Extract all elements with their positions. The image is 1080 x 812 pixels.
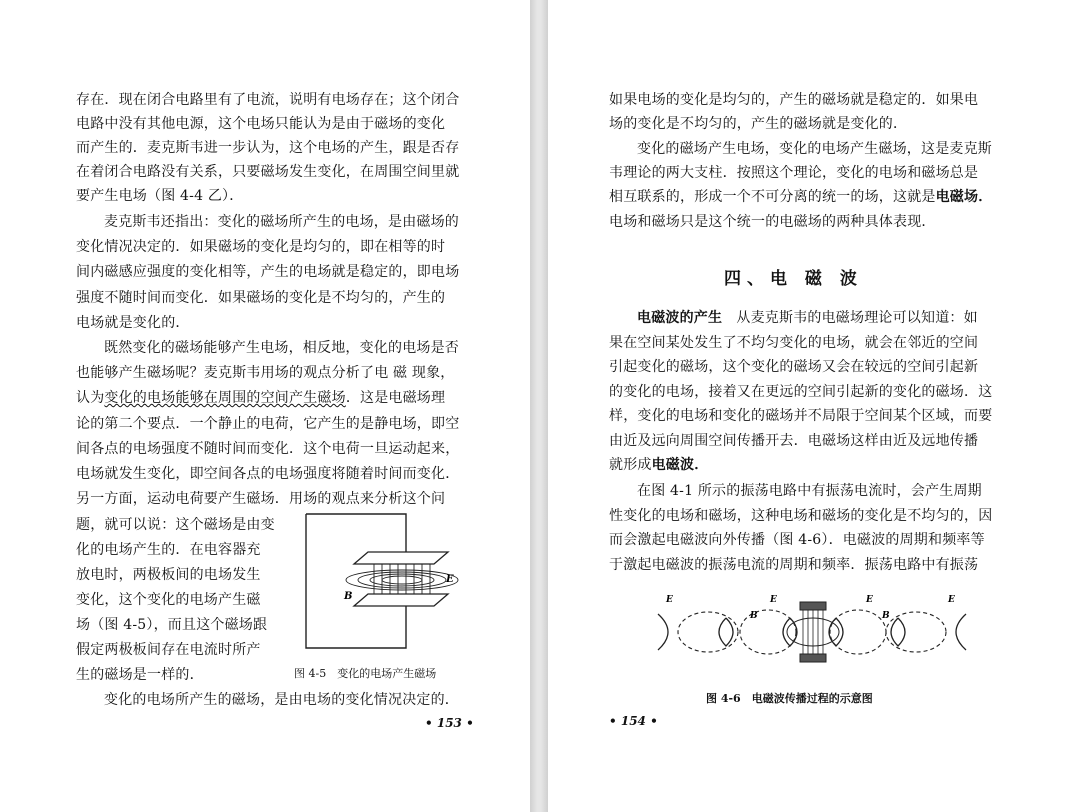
text-line: 场的变化是不均匀的，产生的磁场就是变化的． [609,116,908,132]
figure-caption: 图 4-5 变化的电场产生磁场 [294,667,437,680]
text-fragment: 从麦克斯韦的电磁场理论可以知道：如 [736,310,978,326]
text-line: 果在空间某处发生了不均匀变化的电场，就会在邻近的空间 [609,335,979,351]
label-E: E [866,595,873,605]
page-number: • 154 • [609,714,658,728]
text-line: 样，变化的电场和变化的磁场并不局限于空间某个区域，而要 [609,408,993,424]
bold-term: 电磁波的产生 [637,310,723,326]
text-line: 变化的磁场产生电场，变化的电场产生磁场，这是麦克斯 [637,141,992,157]
bold-term: 电磁波． [651,457,709,473]
label-B: B [750,611,758,621]
label-E: E [948,595,955,605]
text-line: 由近及远向周围空间传播开去．电磁场这样由近及远地传播 [609,433,979,449]
text-line: 麦克斯韦还指出：变化的磁场所产生的电场，是由磁场的 [104,214,459,230]
text-line [609,185,992,209]
text-line [76,386,445,410]
text-line: 韦理论的两大支柱．按照这个理论，变化的电场和磁场总是 [609,165,979,181]
text-fragment: ．这是电磁场理 [345,390,446,406]
text-line: 电场和磁场只是这个统一的电磁场的两种具体表现． [609,214,936,230]
text-line: 场（图 4-5），而且这个磁场跟 [76,617,268,633]
text-line: 另一方面，运动电荷要产生磁场．用场的观点来分析这个问 [76,491,446,507]
text-fragment: 认为 [76,390,105,406]
text-line: 强度不随时间而变化．如果磁场的变化是不均匀的，产生的 [76,290,446,306]
text-line: 如果电场的变化是均匀的，产生的磁场就是稳定的．如果电 [609,92,979,108]
text-line: 而会激起电磁波向外传播（图 4-6）．电磁波的周期和频率等 [609,532,985,548]
text-line: 于激起电磁波的振荡电流的周期和频率．振荡电路中有振荡 [609,557,979,573]
figure-caption: 图 4-6 电磁波传播过程的示意图 [706,692,873,705]
text-line: 电路中没有其他电源，这个电场只能认为是由于磁场的变化 [76,116,446,132]
circuit-wire [306,514,406,648]
page-number: • 153 • [425,716,474,730]
oscillator-source [787,602,839,662]
text-line: 论的第二个要点．一个静止的电荷，它产生的是静电场，即空 [76,416,460,432]
text-line [637,306,978,330]
text-line: 变化情况决定的．如果磁场的变化是均匀的，即在相等的时 [76,239,446,255]
label-E: E [446,574,454,585]
text-line: 放电时，两极板间的电场发生 [76,567,261,583]
bold-term: 电磁场． [935,189,993,205]
text-line: 存在．现在闭合电路里有了电流，说明有电场存在；这个闭合 [76,92,460,108]
text-line: 的变化的电场，接着又在更远的空间引起新的变化的磁场．这 [609,384,993,400]
text-line: 要产生电场（图 4-4 乙）． [76,188,244,204]
label-B: B [344,591,353,602]
text-line: 间各点的电场强度不随时间而变化．这个电荷一旦运动起来， [76,441,460,457]
magnetic-field-loops [658,614,966,650]
text-line: 电场就发生变化，即空间各点的电场强度将随着时间而变化． [76,466,460,482]
text-line [609,453,708,477]
text-line: 电场就是变化的． [76,315,190,331]
text-line: 既然变化的磁场能够产生电场，相反地，变化的电场是否 [104,340,459,356]
magnetic-field-loops [346,570,458,590]
label-E: E [666,595,673,605]
text-line: 生的磁场是一样的． [76,667,204,683]
capacitor-plate-bottom [354,594,448,606]
circuit-wire [306,514,406,552]
text-fragment: 就形成 [609,457,652,473]
text-line: 假定两极板间存在电流时所产 [76,642,261,658]
book-gutter [530,0,548,812]
text-line: 在图 4-1 所示的振荡电路中有振荡电流时，会产生周期 [637,483,982,499]
figure-capacitor-field [296,508,476,658]
text-line: 引起变化的磁场，这个变化的磁场又会在较远的空间引起新 [609,359,979,375]
text-line: 变化，这个变化的电场产生磁 [76,592,261,608]
left-page [0,0,530,812]
section-heading: 四、电 磁 波 [724,269,863,289]
text-line: 间内磁感应强度的变化相等，产生的电场就是稳定的，即电场 [76,264,460,280]
right-page [548,0,1080,812]
text-fragment: 相互联系的，形成一个不可分离的统一的场，这就是 [609,189,936,205]
text-line: 在着闭合电路没有关系，只要磁场发生变化，在周围空间里就 [76,164,460,180]
electric-field-loops [678,610,946,654]
text-line: 题，就可以说：这个磁场是由变 [76,517,275,533]
text-line: 变化的电场所产生的磁场，是由电场的变化情况决定的． [104,692,459,708]
text-line: 化的电场产生的．在电容器充 [76,542,261,558]
label-E: E [770,595,777,605]
text-line: 而产生的．麦克斯韦进一步认为，这个电场的产生，跟是否存 [76,140,460,156]
figure-em-wave [648,588,968,678]
label-B: B [882,611,890,621]
underlined-key-point: 变化的电场能够在周围的空间产生磁场 [104,390,346,406]
text-line: 性变化的电场和磁场，这种电场和磁场的变化是不均匀的，因 [609,508,993,524]
capacitor-plate-top [354,552,448,564]
text-line: 也能够产生磁场呢？麦克斯韦用场的观点分析了电 磁 现象， [76,365,455,381]
